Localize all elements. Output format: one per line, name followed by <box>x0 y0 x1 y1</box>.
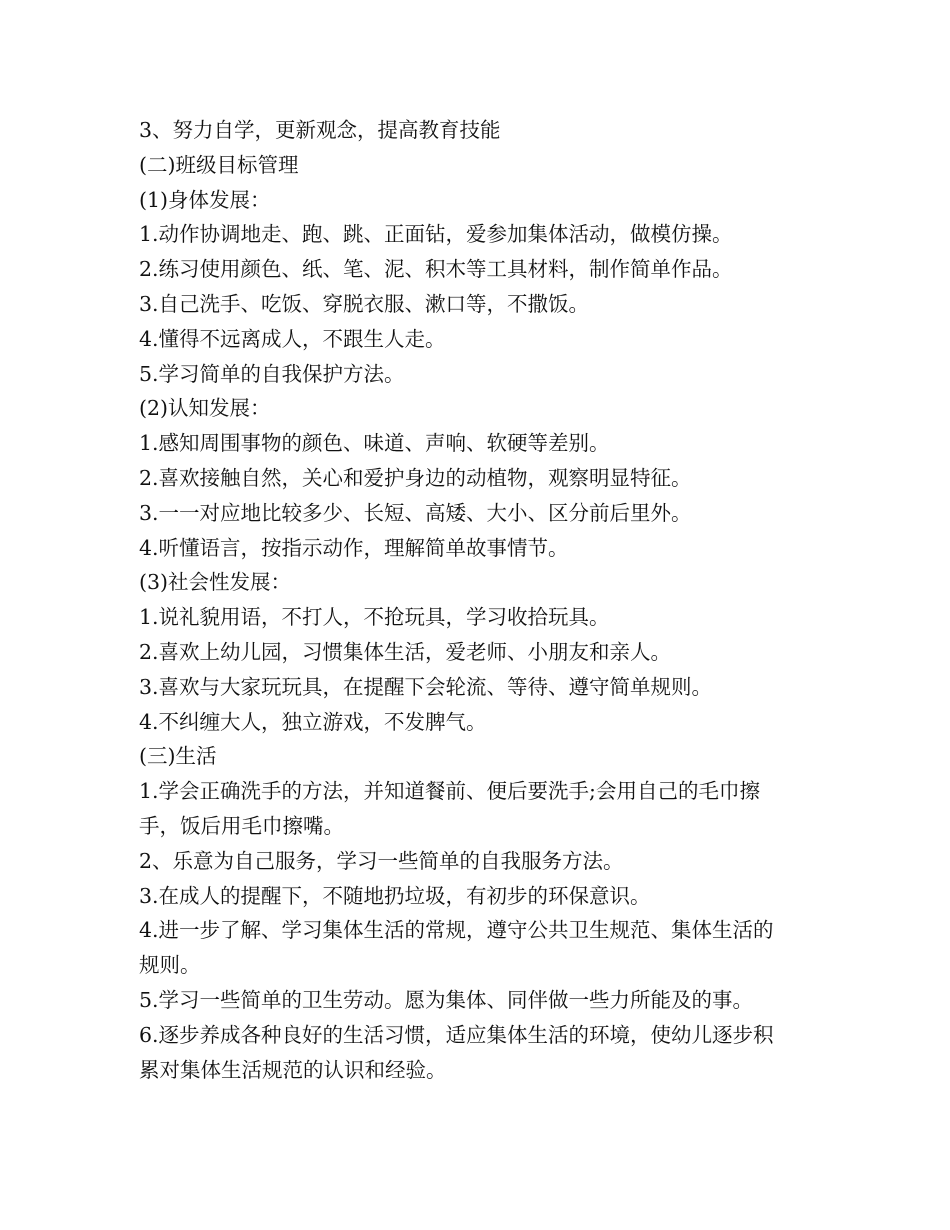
list-item: 5.学习一些简单的卫生劳动。愿为集体、同伴做一些力所能及的事。 <box>139 987 754 1012</box>
subsection-heading: (1)身体发展： <box>139 187 271 212</box>
subsection-heading: (3)社会性发展： <box>139 570 292 595</box>
list-item: 4.不纠缠大人，独立游戏，不发脾气。 <box>139 709 487 734</box>
list-item: 1.感知周围事物的颜色、味道、声响、软硬等差别。 <box>139 431 610 456</box>
list-item: 4.听懂语言，按指示动作，理解简单故事情节。 <box>139 535 569 560</box>
list-item: 2、乐意为自己服务，学习一些简单的自我服务方法。 <box>139 848 624 873</box>
list-item: 5.学习简单的自我保护方法。 <box>139 361 405 386</box>
list-item: 3.自己洗手、吃饭、穿脱衣服、漱口等，不撒饭。 <box>139 291 590 316</box>
list-item: 3.在成人的提醒下，不随地扔垃圾，有初步的环保意识。 <box>139 883 651 908</box>
text-line: 3、努力自学，更新观念，提高教育技能 <box>139 118 501 142</box>
list-item: 6.逐步养成各种良好的生活习惯，适应集体生活的环境，使幼儿逐步积 <box>139 1022 774 1047</box>
list-item: 1.说礼貌用语，不打人，不抢玩具，学习收拾玩具。 <box>139 605 610 630</box>
list-item: 2.喜欢上幼儿园，习惯集体生活，爱老师、小朋友和亲人。 <box>139 639 672 664</box>
section-heading: (二)班级目标管理 <box>139 152 299 177</box>
list-item: 3.一一对应地比较多少、长短、高矮、大小、区分前后里外。 <box>139 500 692 525</box>
list-item: 4.懂得不远离成人，不跟生人走。 <box>139 326 446 351</box>
list-item: 3.喜欢与大家玩玩具，在提醒下会轮流、等待、遵守简单规则。 <box>139 674 713 699</box>
list-item: 4.进一步了解、学习集体生活的常规，遵守公共卫生规范、集体生活的 <box>139 918 774 943</box>
list-item: 2.喜欢接触自然，关心和爱护身边的动植物，观察明显特征。 <box>139 465 692 490</box>
list-item-continuation: 手，饭后用毛巾擦嘴。 <box>139 813 344 838</box>
section-heading: (三)生活 <box>139 744 217 769</box>
list-item: 1.学会正确洗手的方法，并知道餐前、便后要洗手;会用自己的毛巾擦 <box>139 779 760 804</box>
list-item: 2.练习使用颜色、纸、笔、泥、积木等工具材料，制作简单作品。 <box>139 257 733 282</box>
list-item-continuation: 累对集体生活规范的认识和经验。 <box>139 1057 447 1082</box>
list-item-continuation: 规则。 <box>139 953 201 978</box>
document-body <box>139 113 829 1087</box>
subsection-heading: (2)认知发展： <box>139 396 271 421</box>
list-item: 1.动作协调地走、跑、跳、正面钻，爱参加集体活动，做模仿操。 <box>139 222 733 247</box>
